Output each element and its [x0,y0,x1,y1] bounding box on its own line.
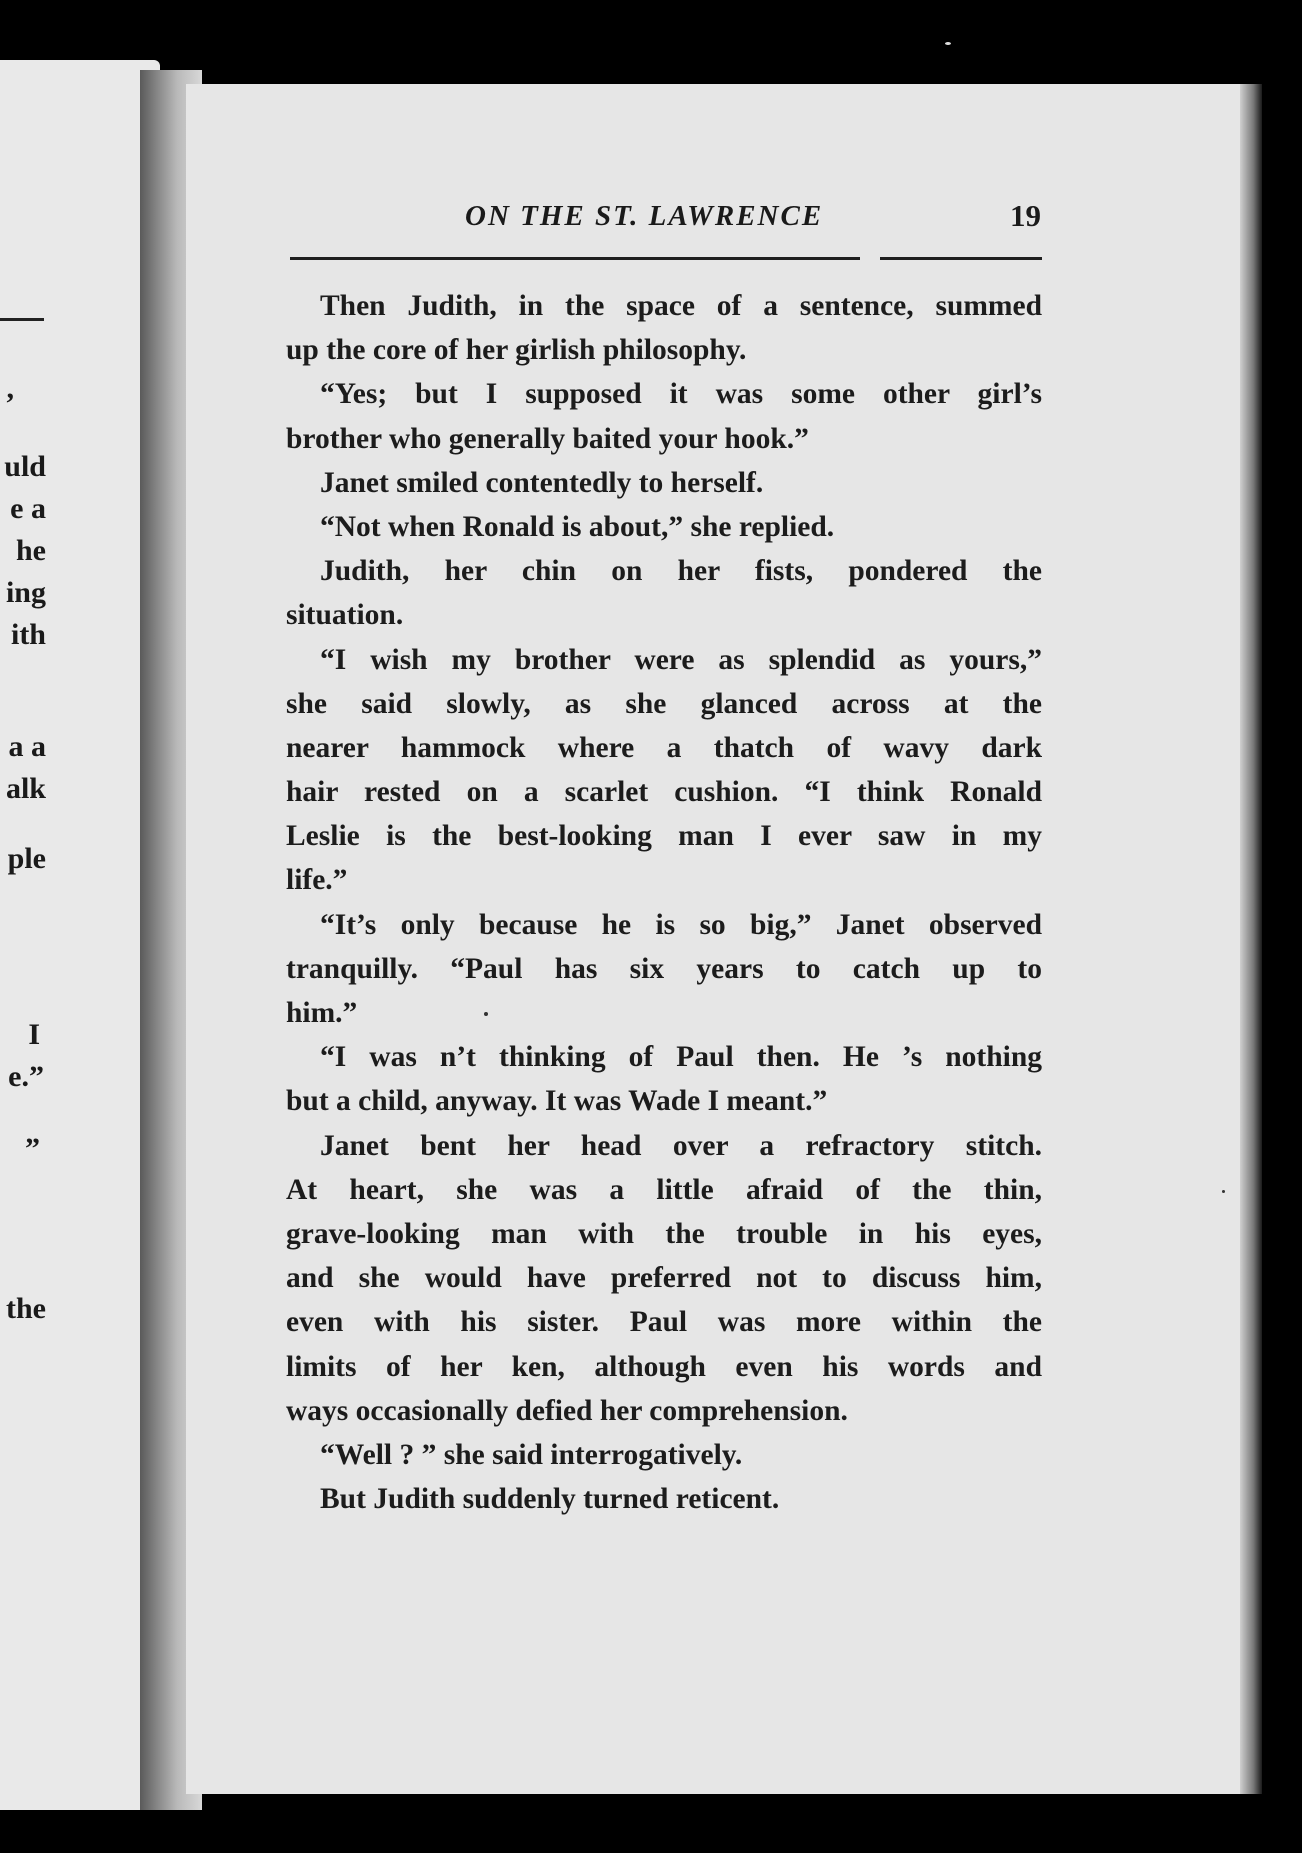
left-page-fragment: ” [25,1132,40,1165]
text-line: “Not when Ronald is about,” she replied. [320,510,835,543]
left-page-fragment: e a [10,492,46,525]
text-line: and she would have preferred not to discuss him, [286,1262,1042,1295]
left-page-fragment: e.” [8,1060,44,1093]
text-line: “Yes; but I supposed it was some other girl’s [320,378,1042,411]
print-speck [1222,1190,1225,1193]
text-line: At heart, she was a little afraid of the thin, [286,1173,1042,1206]
left-page-fragment: he [16,534,46,567]
text-line: she said slowly, as she glanced across at the [286,687,1042,720]
text-line: brother who generally baited your hook.” [286,422,809,455]
print-speck [484,1012,488,1016]
text-line: grave-looking man with the trouble in his eyes, [286,1217,1042,1250]
text-line: But Judith suddenly turned reticent. [320,1483,780,1516]
left-page-fragment: a a [8,730,46,763]
text-line: even with his sister. Paul was more within the [286,1306,1042,1339]
left-page-fragment: ith [10,618,46,651]
left-page-fragment: I [28,1018,40,1051]
running-title: ON THE ST. LAWRENCE [465,200,824,232]
text-line: Judith, her chin on her fists, pondered the [320,555,1042,588]
text-line: limits of her ken, although even his words and [286,1350,1042,1383]
text-line: Janet smiled contentedly to herself. [320,466,764,499]
left-page-header-rule [0,318,44,321]
header-rule-short [880,257,1042,260]
header-rule [290,257,860,260]
print-speck [945,42,951,45]
text-line: Janet bent her head over a refractory stitch. [320,1129,1042,1162]
text-line: Leslie is the best-looking man I ever saw in my [286,820,1042,853]
left-page-fragment: the [6,1292,46,1325]
text-line: Then Judith, in the space of a sentence, summed [320,290,1042,322]
text-line: nearer hammock where a thatch of wavy dark [286,731,1042,764]
body-text [286,284,1042,1521]
text-line: tranquilly. “Paul has six years to catch up to [286,952,1042,985]
text-line: hair rested on a scarlet cushion. “I think Ronald [286,776,1042,809]
left-page-fragment: uld [4,450,46,483]
text-line: life.” [286,864,348,897]
left-facing-page [0,60,160,1810]
page-number: 19 [1010,198,1041,233]
left-page-fragment: ple [7,842,46,875]
text-line: “It’s only because he is so big,” Janet observed [320,908,1042,941]
text-line: up the core of her girlish philosophy. [286,334,747,367]
text-line: him.” [286,997,358,1029]
left-page-fragment: ing [5,576,46,609]
left-page-fragment: alk [5,772,46,805]
text-line: “I was n’t thinking of Paul then. He ’s nothing [320,1041,1042,1074]
text-line: ways occasionally defied her comprehension. [286,1394,848,1427]
page-edge-shadow [1240,84,1262,1794]
text-line: situation. [286,599,404,632]
text-line: but a child, anyway. It was Wade I meant.” [286,1085,828,1118]
text-line: “I wish my brother were as splendid as yours,” [320,643,1042,676]
text-line: “Well ? ” she said interrogatively. [320,1438,743,1471]
left-page-fragment: , [6,372,14,405]
